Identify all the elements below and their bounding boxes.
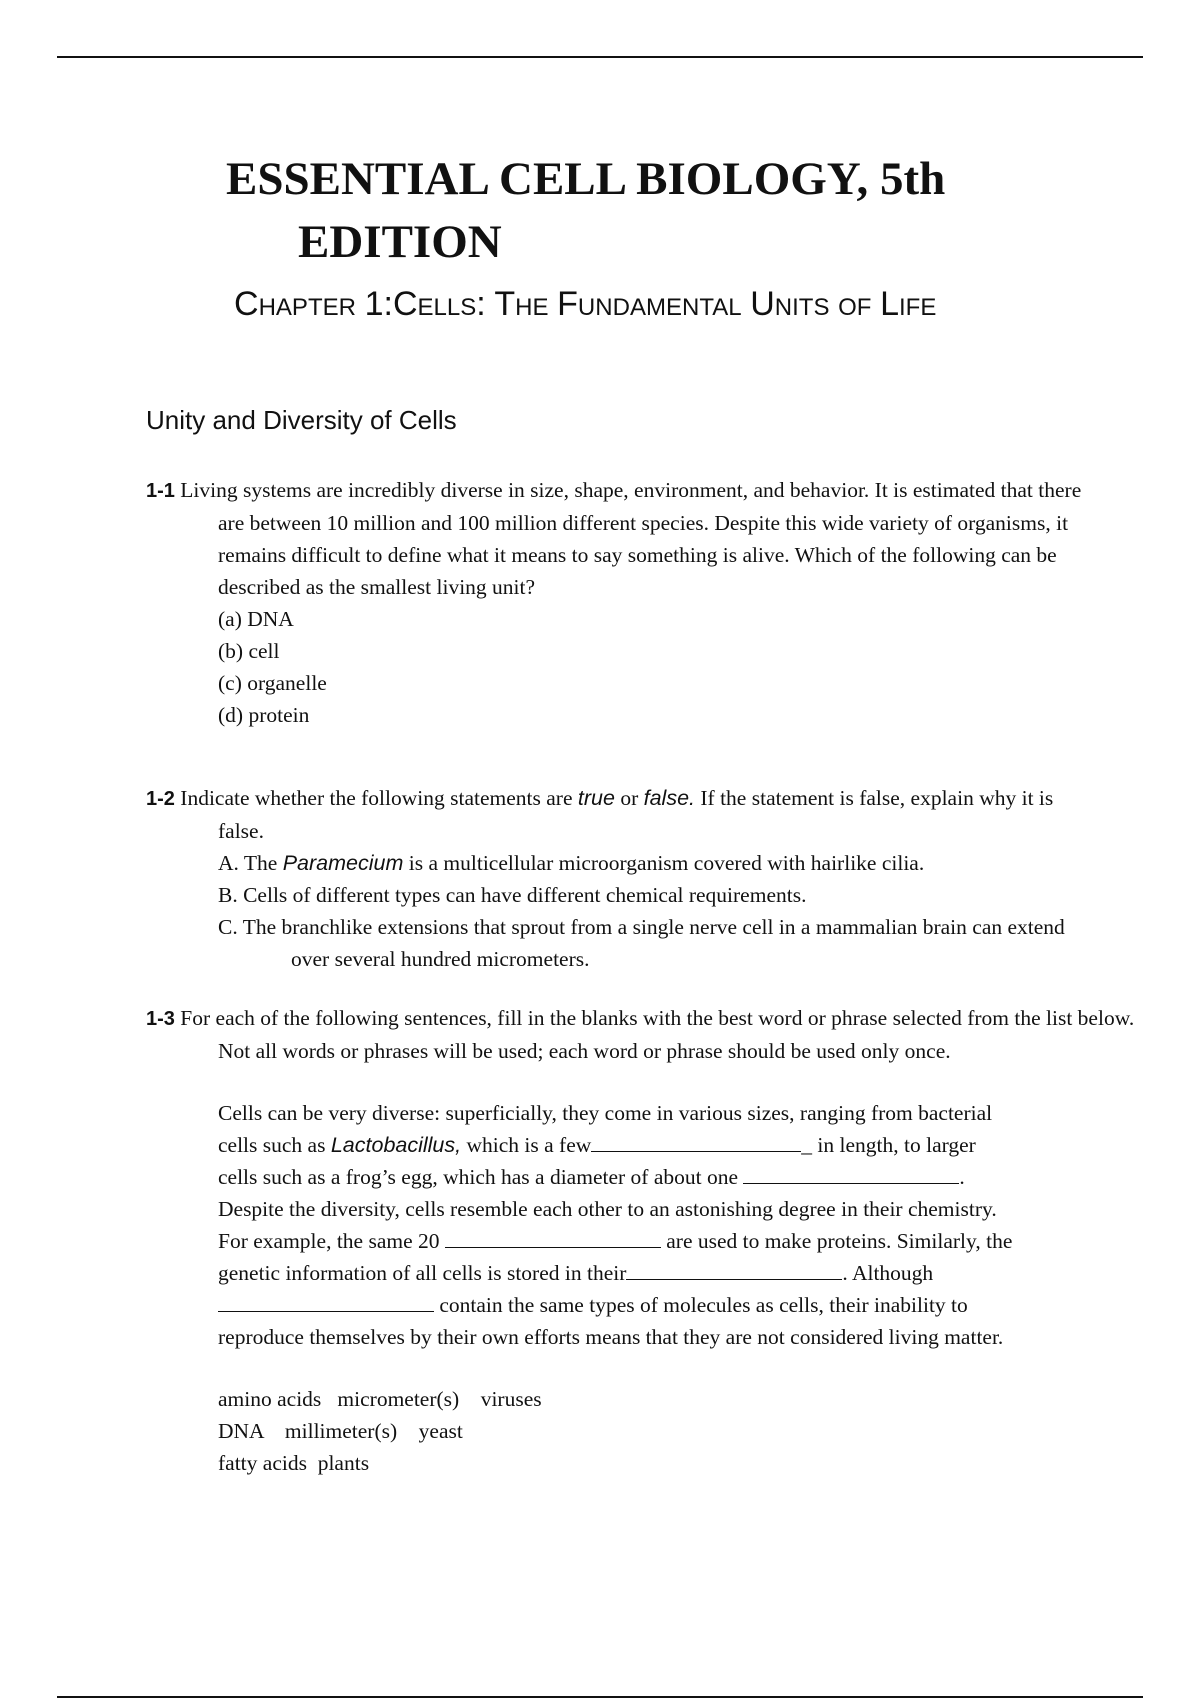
paragraph-text: Cells can be very diverse: superficially, they come in various sizes, ranging from bacterial cells such as bbox=[218, 1101, 993, 1157]
option-c: (c) organelle bbox=[218, 671, 327, 695]
blank-1[interactable] bbox=[591, 1129, 801, 1152]
top-rule bbox=[57, 56, 1143, 58]
or-word: or bbox=[620, 786, 639, 810]
question-number: 1-3 bbox=[146, 1008, 175, 1030]
fill-in-paragraph bbox=[218, 1097, 1018, 1353]
paragraph-text: contain the same types of molecules as cells, their inability to reproduce themselves by their own efforts means that they are not considered living matter. bbox=[218, 1293, 1004, 1349]
option-b: (b) cell bbox=[218, 639, 280, 663]
document-title: ESSENTIAL CELL BIOLOGY, 5th EDITION bbox=[226, 153, 946, 268]
organism-name: Lactobacillus, bbox=[330, 1133, 462, 1157]
question-text: Indicate whether the following statements are bbox=[180, 786, 573, 810]
question-1-3 bbox=[146, 1002, 1135, 1479]
word-bank-item: viruses bbox=[480, 1387, 542, 1411]
blank-3[interactable] bbox=[445, 1225, 661, 1248]
false-word: false. bbox=[643, 786, 696, 810]
question-1-2-stem bbox=[146, 782, 1096, 847]
option-a: (a) DNA bbox=[218, 607, 294, 631]
word-bank-item: fatty acids bbox=[218, 1451, 307, 1475]
paragraph-text: which is a few bbox=[466, 1133, 592, 1157]
paragraph-text: . Despite the diversity, cells resemble each other to an astonishing degree in their chemistry. For example, the same 20 bbox=[218, 1165, 997, 1253]
word-bank-item: amino acids bbox=[218, 1387, 322, 1411]
question-text: For each of the following sentences, fill in the blanks with the best word or phrase selected from the list below. Not all words or phrases will be used; each word or phrase should be used only once. bbox=[180, 1006, 1135, 1063]
word-bank-item: micrometer(s) bbox=[337, 1387, 460, 1411]
question-1-1-stem bbox=[146, 474, 1096, 603]
chapter-title: CELLS: THE FUNDAMENTAL UNITS OF LIFE bbox=[392, 285, 937, 323]
statement-b: B. Cells of different types can have different chemical requirements. bbox=[218, 883, 807, 907]
blank-2[interactable] bbox=[743, 1161, 959, 1184]
statement-a-prefix: A. The bbox=[218, 851, 278, 875]
word-bank-item: yeast bbox=[418, 1419, 463, 1443]
statement-c: C. The branchlike extensions that sprout from a single nerve cell in a mammalian brain can extend over several hundred micrometers. bbox=[218, 915, 1065, 971]
paragraph-text: . Although bbox=[842, 1261, 934, 1285]
blank-5[interactable] bbox=[218, 1289, 434, 1312]
question-1-2 bbox=[146, 782, 1096, 975]
option-d: (d) protein bbox=[218, 703, 310, 727]
question-text-cont: If the statement is false, explain why it is false. bbox=[218, 786, 1054, 843]
paragraph-text: are used to make proteins. Similarly, the genetic information of all cells is stored in their bbox=[218, 1229, 1013, 1285]
chapter-heading bbox=[234, 280, 1118, 332]
question-1-1 bbox=[146, 474, 1096, 731]
word-bank-item: plants bbox=[317, 1451, 370, 1475]
paragraph-text: _ in length, to larger cells such as a frog’s egg, which has a diameter of about one bbox=[218, 1133, 976, 1189]
question-number: 1-2 bbox=[146, 788, 175, 810]
bottom-rule bbox=[57, 1696, 1143, 1698]
word-bank-row bbox=[218, 1383, 1096, 1415]
question-number: 1-1 bbox=[146, 480, 175, 502]
blank-4[interactable] bbox=[626, 1257, 842, 1280]
chapter-prefix: CHAPTER 1: bbox=[234, 285, 393, 323]
question-text: Living systems are incredibly diverse in size, shape, environment, and behavior. It is estimated that there are between 10 million and 100 million different species. Despite this wide variety of organisms, it remains difficult to define what it means to say something is alive. Which of the following can be described as the smallest living unit? bbox=[180, 478, 1082, 599]
word-bank-row bbox=[218, 1415, 1096, 1447]
statement-a bbox=[218, 847, 1096, 879]
section-heading: Unity and Diversity of Cells bbox=[146, 405, 457, 435]
word-bank-row bbox=[218, 1447, 1096, 1479]
statement-a-rest: is a multicellular microorganism covered with hairlike cilia. bbox=[408, 851, 925, 875]
statement-a-organism: Paramecium bbox=[282, 851, 404, 875]
word-bank-item: millimeter(s) bbox=[284, 1419, 398, 1443]
word-bank-item: DNA bbox=[218, 1419, 264, 1443]
true-word: true bbox=[577, 786, 615, 810]
question-1-3-stem bbox=[146, 1002, 1158, 1067]
